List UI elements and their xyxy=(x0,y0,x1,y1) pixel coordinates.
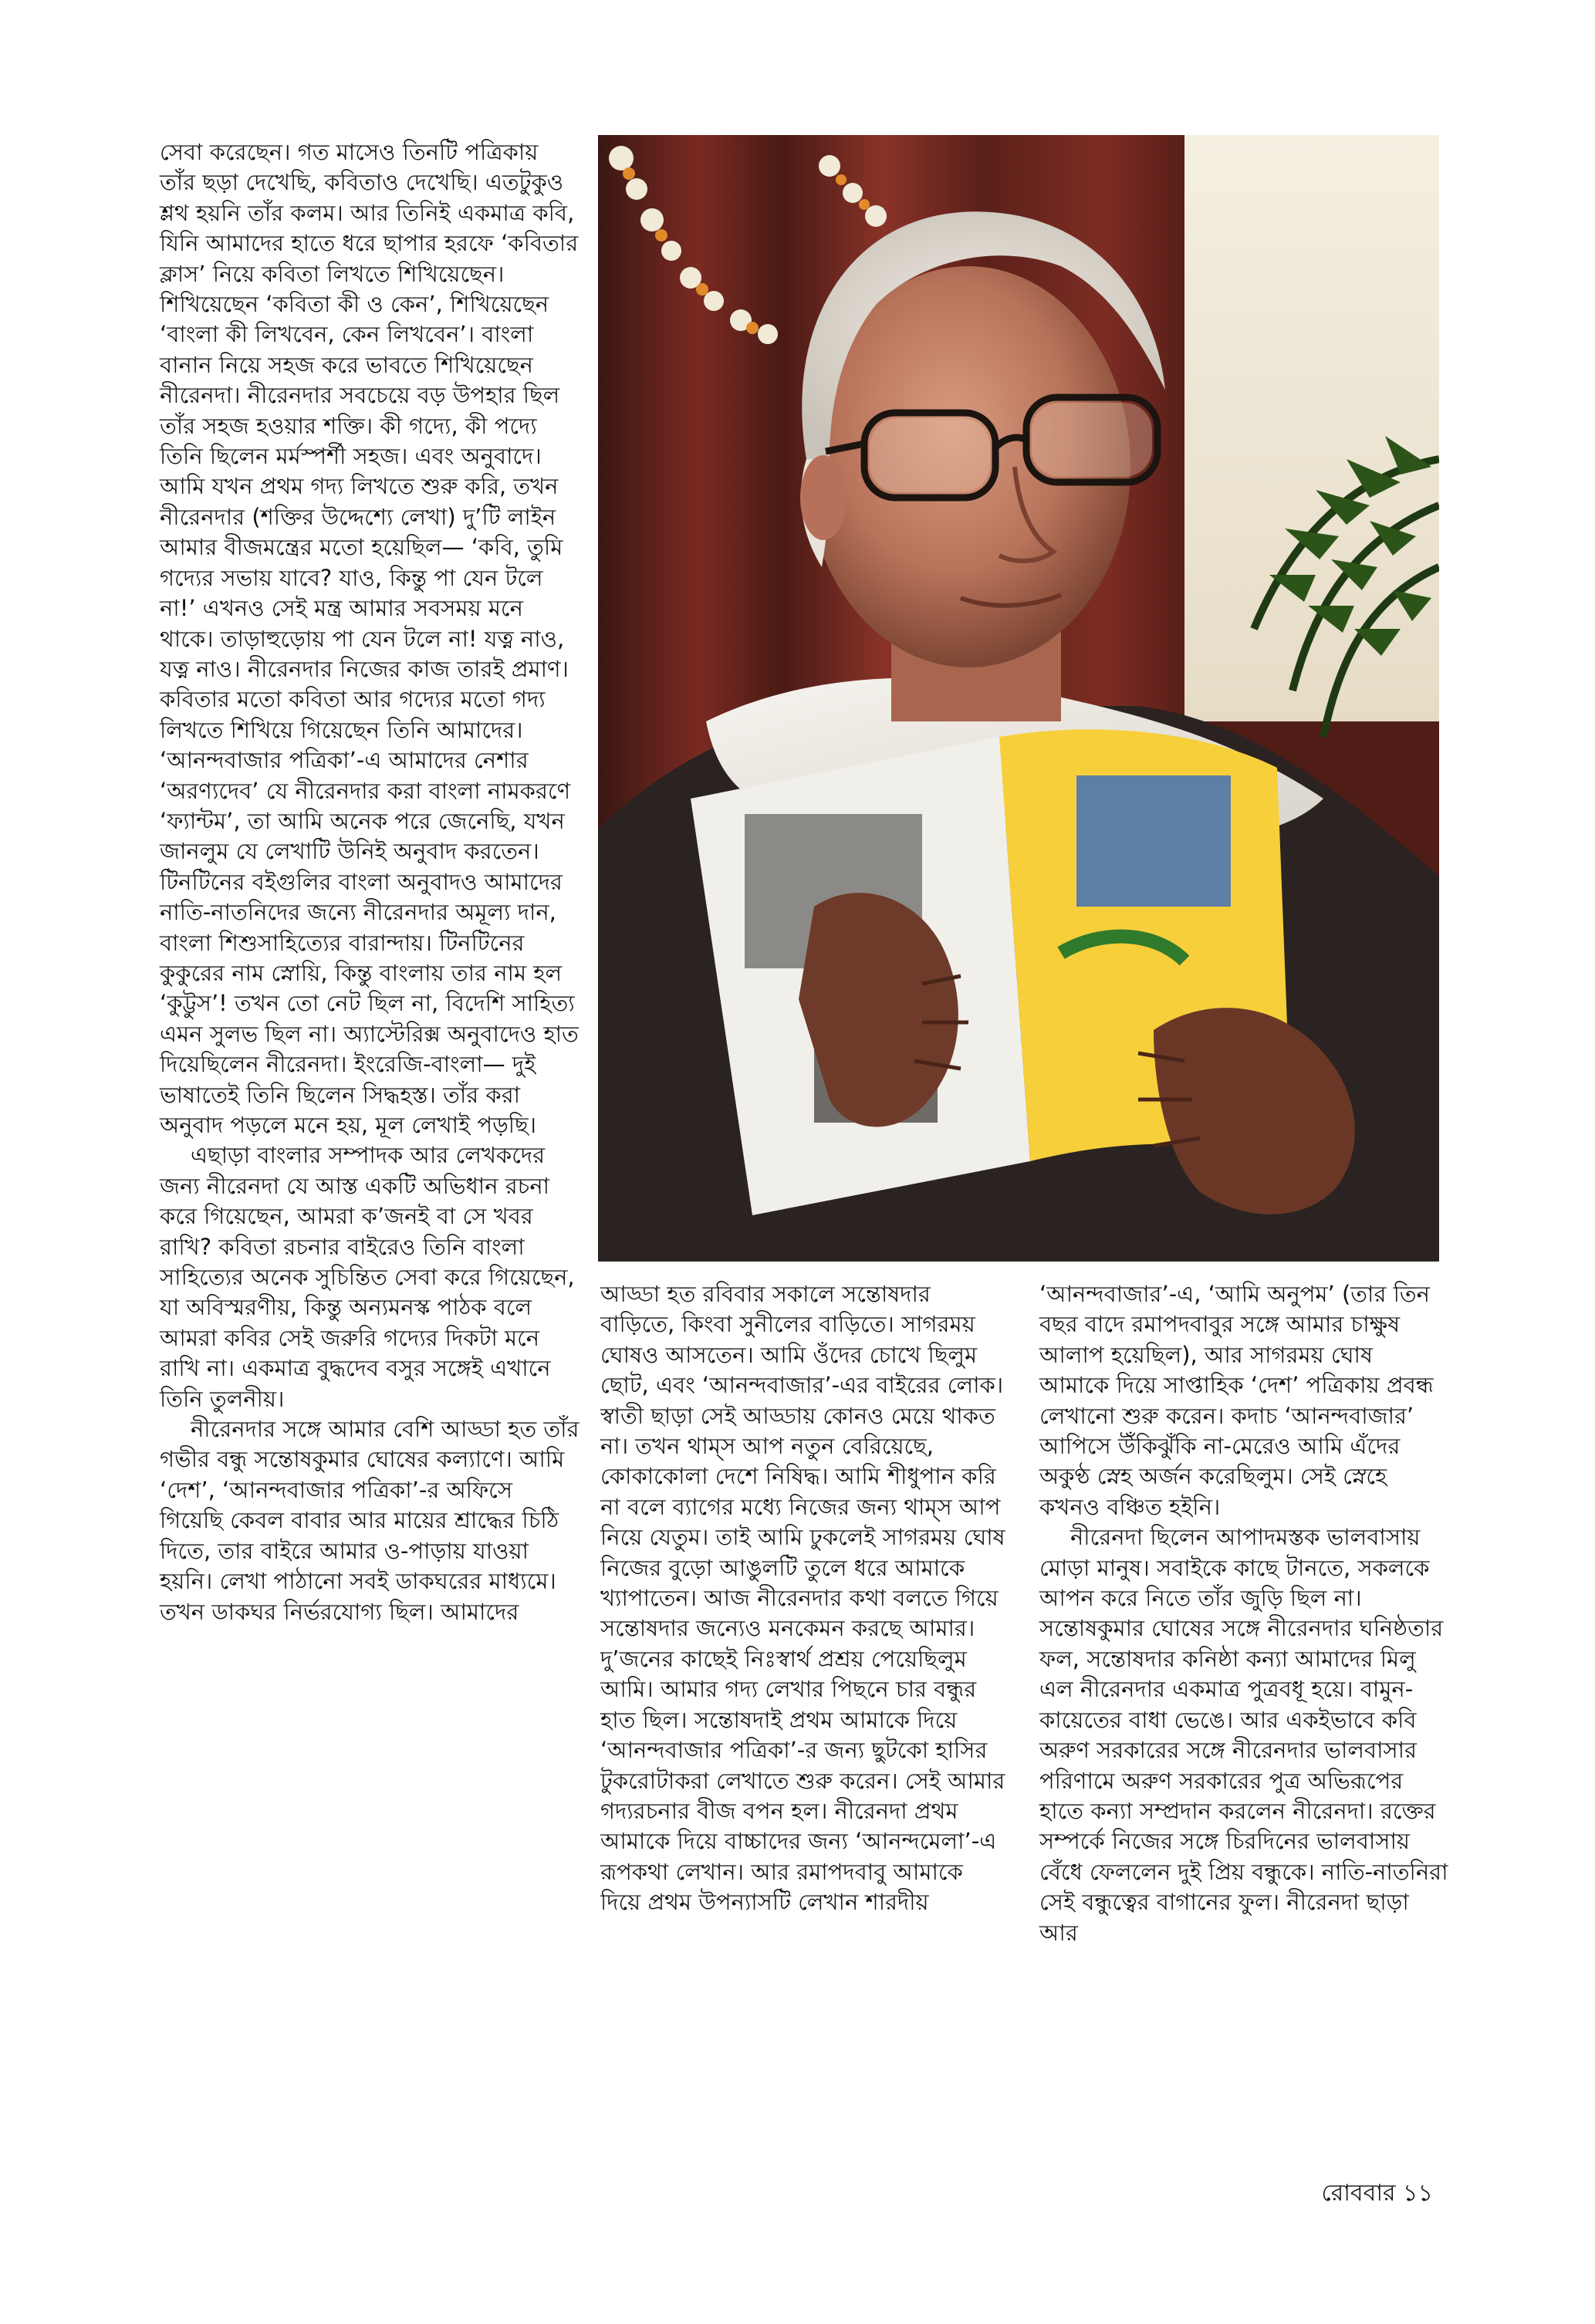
article-column-left xyxy=(160,137,580,1627)
page-footer: রোববার ১১ xyxy=(1321,2180,1433,2207)
article-column-middle xyxy=(600,1279,1009,1918)
article-column-right xyxy=(1039,1279,1448,1948)
paragraph: এছাড়া বাংলার সম্পাদক আর লেখকদের জন্য নীরেনদা যে আস্ত একটি অভিধান রচনা করে গিয়েছেন, আমরা ক’জনই বা সে খবর রাখি? কবিতা রচনার বাইরেও তিনি বাংলা সাহিত্যের অনেক সুচিন্তিত সেবা করে গিয়েছেন, যা অবিস্মরণীয়, কিন্তু অন্যমনস্ক পাঠক বলে আমরা কবির সেই জরুরি গদ্যের দিকটা মনে রাখি না। একমাত্র বুদ্ধদেব বসুর সঙ্গেই এখানে তিনি তুলনীয়। xyxy=(160,1142,575,1412)
paragraph: নীরেনদা ছিলেন আপাদমস্তক ভালবাসায় মোড়া মানুষ। সবাইকে কাছে টানতে, সকলকে আপন করে নিতে তাঁর জুড়ি ছিল না। সন্তোষকুমার ঘোষের সঙ্গে নীরেনদার ঘনিষ্ঠতার ফল, সন্তোষদার কনিষ্ঠা কন্যা আমাদের মিলু এল নীরেনদার একমাত্র পুত্রবধূ হয়ে। বামুন-কায়েতের বাধা ভেঙে। আর একইভাবে কবি অরুণ সরকারের সঙ্গে নীরেনদার ভালবাসার পরিণামে অরুণ সরকারের পুত্র অভিরূপের হাতে কন্যা সম্প্রদান করলেন নীরেনদা। রক্তের সম্পর্কে নিজের সঙ্গে চিরদিনের ভালবাসায় বেঁধে ফেললেন দুই প্রিয় বন্ধুকে। নাতি-নাতনিরা সেই বন্ধুত্বের বাগানের ফুল। নীরেনদা ছাড়া আর xyxy=(1039,1524,1448,1946)
paragraph: সেবা করেছেন। গত মাসেও তিনটি পত্রিকায় তাঁর ছড়া দেখেছি, কবিতাও দেখেছি। এতটুকুও শ্লথ হয়নি তাঁর কলম। আর তিনিই একমাত্র কবি, যিনি আমাদের হাতে ধরে ছাপার হরফে ‘কবিতার ক্লাস’ নিয়ে কবিতা লিখতে শিখিয়েছেন। শিখিয়েছেন ‘কবিতা কী ও কেন’, শিখিয়েছেন ‘বাংলা কী লিখবেন, কেন লিখবেন’। বাংলা বানান নিয়ে সহজ করে ভাবতে শিখিয়েছেন নীরেনদা। নীরেনদার সবচেয়ে বড় উপহার ছিল তাঁর সহজ হওয়ার শক্তি। কী গদ্যে, কী পদ্যে তিনি ছিলেন মর্মস্পর্শী সহজ। এবং অনুবাদে। আমি যখন প্রথম গদ্য লিখতে শুরু করি, তখন নীরেনদার (শক্তির উদ্দেশ্যে লেখা) দু’টি লাইন আমার বীজমন্ত্রের মতো হয়েছিল— ‘কবি, তুমি গদ্যের সভায় যাবে? যাও, কিন্তু পা যেন টলে না!’ এখনও সেই মন্ত্র আমার সবসময় মনে থাকে। তাড়াহুড়োয় পা যেন টলে না! যত্ন নাও, যত্ন নাও। নীরেনদার নিজের কাজ তারই প্রমাণ। কবিতার মতো কবিতা আর গদ্যের মতো গদ্য লিখতে শিখিয়ে গিয়েছেন তিনি আমাদের। ‘আনন্দবাজার পত্রিকা’-এ আমাদের নেশার ‘অরণ্যদেব’ যে নীরেনদার করা বাংলা নামকরণে ‘ফ্যান্টম’, তা আমি অনেক পরে জেনেছি, যখন জানলুম যে লেখাটি উনিই অনুবাদ করতেন। টিনটিনের বইগুলির বাংলা অনুবাদও আমাদের নাতি-নাতনিদের জন্যে নীরেনদার অমূল্য দান, বাংলা শিশুসাহিত্যের বারান্দায়। টিনটিনের কুকুরের নাম স্নোয়ি, কিন্তু বাংলায় তার নাম হল ‘কুট্টুস’! তখন তো নেট ছিল না, বিদেশি সাহিত্য এমন সুলভ ছিল না। অ্যাস্টেরিক্স অনুবাদেও হাত দিয়েছিলেন নীরেনদা। ইংরেজি-বাংলা— দুই ভাষাতেই তিনি ছিলেন সিদ্ধহস্ত। তাঁর করা অনুবাদ পড়লে মনে হয়, মূল লেখাই পড়ছি। xyxy=(160,139,579,1138)
portrait-photo xyxy=(598,135,1439,1262)
paragraph: ‘আনন্দবাজার’-এ, ‘আমি অনুপম’ (তার তিন বছর বাদে রমাপদবাবুর সঙ্গে আমার চাক্ষুষ আলাপ হয়েছিল), আর সাগরময় ঘোষ আমাকে দিয়ে সাপ্তাহিক ‘দেশ’ পত্রিকায় প্রবন্ধ লেখানো শুরু করেন। কদাচ ‘আনন্দবাজার’ আপিসে উঁকিঝুঁকি না-মেরেও আমি এঁদের অকুণ্ঠ স্নেহ অর্জন করেছিলুম। সেই স্নেহে কখনও বঞ্চিত হইনি। xyxy=(1039,1281,1434,1520)
paragraph: আড্ডা হত রবিবার সকালে সন্তোষদার বাড়িতে, কিংবা সুনীলের বাড়িতে। সাগরময় ঘোষও আসতেন। আমি ওঁদের চোখে ছিলুম ছোট, এবং ‘আনন্দবাজার’-এর বাইরের লোক। স্বাতী ছাড়া সেই আড্ডায় কোনও মেয়ে থাকত না। তখন থাম্স আপ নতুন বেরিয়েছে, কোকাকোলা দেশে নিষিদ্ধ। আমি শীধুপান করি না বলে ব্যাগের মধ্যে নিজের জন্য থাম্স আপ নিয়ে যেতুম। তাই আমি ঢুকলেই সাগরময় ঘোষ নিজের বুড়ো আঙুলটি তুলে ধরে আমাকে খ্যাপাতেন। আজ নীরেনদার কথা বলতে গিয়ে সন্তোষদার জন্যেও মনকেমন করছে আমার। দু’জনের কাছেই নিঃস্বার্থ প্রশ্রয় পেয়েছিলুম আমি। আমার গদ্য লেখার পিছনে চার বন্ধুর হাত ছিল। সন্তোষদাই প্রথম আমাকে দিয়ে ‘আনন্দবাজার পত্রিকা’-র জন্য ছুটকো হাসির টুকরোটাকরা লেখাতে শুরু করেন। সেই আমার গদ্যরচনার বীজ বপন হল। নীরেনদা প্রথম আমাকে দিয়ে বাচ্চাদের জন্য ‘আনন্দমেলা’-এ রূপকথা লেখান। আর রমাপদবাবু আমাকে দিয়ে প্রথম উপন্যাসটি লেখান শারদীয় xyxy=(600,1281,1005,1916)
paragraph: নীরেনদার সঙ্গে আমার বেশি আড্ডা হত তাঁর গভীর বন্ধু সন্তোষকুমার ঘোষের কল্যাণে। আমি ‘দেশ’, ‘আনন্দবাজার পত্রিকা’-র অফিসে গিয়েছি কেবল বাবার আর মায়ের শ্রাদ্ধের চিঠি দিতে, তার বাইরে আমার ও-পাড়ায় যাওয়া হয়নি। লেখা পাঠানো সবই ডাকঘরের মাধ্যমে। তখন ডাকঘর নির্ভরযোগ্য ছিল। আমাদের xyxy=(160,1416,580,1625)
